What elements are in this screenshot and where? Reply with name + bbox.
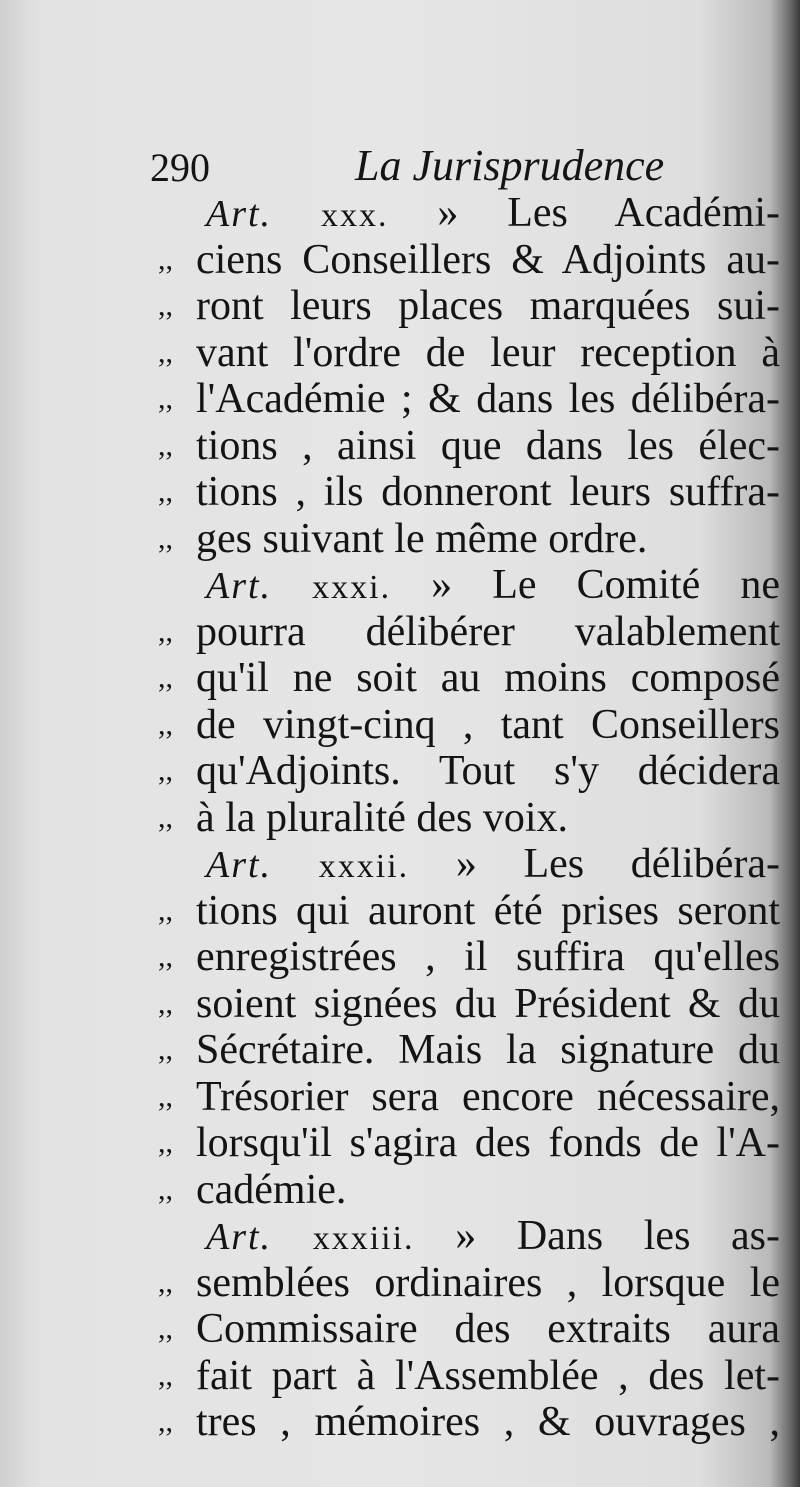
text-line — [158, 1027, 780, 1074]
line-text: tres , mémoires , & ouvrages , — [196, 1399, 780, 1445]
text-line — [158, 376, 780, 423]
quote-mark: ,, — [158, 521, 173, 555]
page-header — [150, 136, 750, 196]
quote-mark: ,, — [158, 707, 173, 741]
line-text: pourra délibérer valablement — [196, 608, 780, 655]
line-text: de vingt-cinq , tant Conseillers — [196, 701, 780, 748]
quote-mark: ,, — [158, 1172, 173, 1206]
article-number: xxxiii. — [312, 1220, 415, 1257]
text-line — [158, 655, 780, 702]
text-line — [158, 888, 780, 935]
quote-mark: ,, — [158, 940, 173, 973]
article-label: Art. — [206, 193, 273, 235]
text-line — [158, 469, 780, 516]
body-text — [158, 190, 780, 1446]
text-line — [158, 702, 780, 749]
line-text: vant l'ordre de leur reception à — [196, 329, 780, 376]
line-text: soient signées du Président & du — [196, 980, 780, 1027]
line-text: » Dans les as- — [455, 1213, 780, 1259]
quote-mark: ,, — [158, 1033, 173, 1066]
text-line — [158, 1399, 780, 1446]
line-text: semblées ordinaires , lorsque le — [196, 1259, 780, 1306]
line-text: qu'il ne soit au moins composé — [196, 655, 780, 701]
quote-mark: ,, — [158, 1126, 173, 1159]
quote-mark: ,, — [158, 335, 173, 369]
line-text: fait part à l'Assemblée , des let- — [196, 1352, 780, 1399]
text-line — [158, 981, 780, 1028]
text-line — [158, 423, 780, 470]
text-line — [158, 795, 780, 842]
quote-mark: ,, — [158, 428, 173, 462]
quote-mark: ,, — [158, 754, 173, 787]
text-line — [158, 237, 780, 284]
article-label: Art. — [206, 565, 273, 607]
line-text: » Le Comité ne — [431, 562, 780, 608]
quote-mark: ,, — [158, 475, 173, 508]
quote-mark: ,, — [158, 382, 173, 415]
line-text: qu'Adjoints. Tout s'y décidera — [196, 748, 780, 794]
line-text: » Les délibéra- — [455, 841, 780, 887]
line-text: à la pluralité des voix. — [196, 794, 569, 841]
text-line — [158, 1306, 780, 1353]
text-line — [158, 1167, 780, 1214]
line-text: Sécrétaire. Mais la signature du — [196, 1027, 780, 1073]
text-line — [158, 330, 780, 377]
text-line — [158, 1353, 780, 1400]
quote-mark: ,, — [158, 1358, 173, 1392]
text-line — [158, 748, 780, 795]
quote-mark: ,, — [158, 893, 173, 927]
article-number: xxxi. — [312, 569, 392, 606]
quote-mark: ,, — [158, 1312, 173, 1345]
quote-mark: ,, — [158, 614, 173, 648]
text-line — [158, 841, 780, 888]
quote-mark: ,, — [158, 1405, 173, 1438]
quote-mark: ,, — [158, 289, 173, 322]
line-text: » Les Académi- — [437, 190, 780, 236]
text-line — [158, 1213, 780, 1260]
line-text: tions , ainsi que dans les élec- — [196, 422, 780, 469]
text-line — [158, 1260, 780, 1307]
line-text: cadémie. — [196, 1166, 347, 1213]
line-text: ges suivant le même ordre. — [196, 515, 648, 562]
quote-mark: ,, — [158, 1265, 173, 1299]
line-text: l'Académie ; & dans les délibéra- — [196, 376, 780, 422]
article-number: xxx. — [320, 197, 389, 234]
line-text: tions , ils donneront leurs suffra- — [196, 469, 780, 515]
line-text: Commissaire des extraits aura — [196, 1306, 780, 1352]
text-line — [158, 1074, 780, 1121]
text-line — [158, 1120, 780, 1167]
line-text: lorsqu'il s'agira des fonds de l'A- — [196, 1120, 780, 1166]
line-text: enregistrées , il suffira qu'elles — [196, 934, 780, 980]
quote-mark: ,, — [158, 242, 173, 276]
text-line — [158, 562, 780, 609]
text-line — [158, 934, 780, 981]
text-line — [158, 283, 780, 330]
line-text: ciens Conseillers & Adjoints au- — [196, 236, 780, 283]
quote-mark: ,, — [158, 1079, 173, 1113]
page-number: 290 — [150, 145, 210, 190]
article-label: Art. — [206, 844, 273, 886]
article-number: xxxii. — [318, 848, 410, 885]
quote-mark: ,, — [158, 661, 173, 694]
quote-mark: ,, — [158, 986, 173, 1020]
article-label: Art. — [206, 1216, 273, 1258]
text-line — [158, 190, 780, 237]
line-text: Trésorier sera encore nécessaire, — [196, 1073, 780, 1120]
text-line — [158, 609, 780, 656]
line-text: tions qui auront été prises seront — [196, 887, 780, 934]
quote-mark: ,, — [158, 800, 173, 834]
text-line — [158, 516, 780, 563]
running-title: La Jurisprudence — [355, 141, 665, 190]
line-text: ront leurs places marquées sui- — [196, 283, 780, 329]
